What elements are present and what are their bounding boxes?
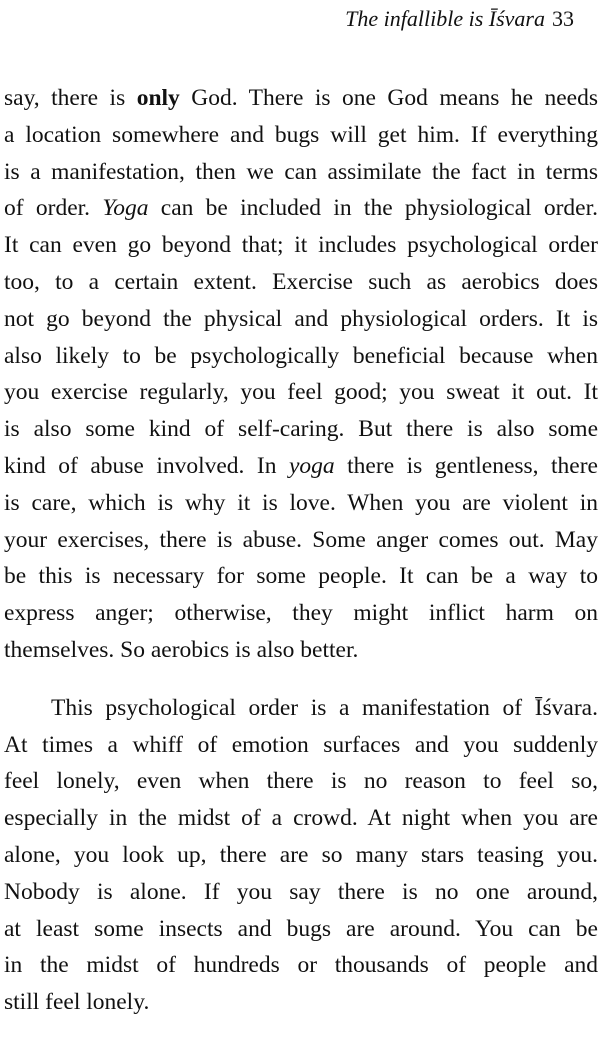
text-line <box>4 411 598 448</box>
text-segment: feel lonely, even when there is no reason to feel so, <box>4 768 598 795</box>
text-segment: be this is necessary for some people. It can be a way to <box>4 563 598 590</box>
text-segment: at least some insects and bugs are around. You can be <box>4 915 598 942</box>
text-segment: alone, you look up, there are so many stars teasing you. <box>4 841 598 868</box>
text-line <box>4 374 598 411</box>
running-title: The infallible is Īśvara <box>345 6 545 31</box>
text-segment: you exercise regularly, you feel good; you sweat it out. It <box>4 379 598 406</box>
text-line <box>4 558 598 595</box>
text-line <box>4 264 598 301</box>
text-line <box>4 874 598 911</box>
italic-text: Yoga <box>102 195 149 222</box>
text-segment: can be included in the physiological order. <box>148 195 598 222</box>
running-header <box>345 4 574 34</box>
text-line <box>4 338 598 375</box>
text-segment: also likely to be psychologically beneficial because when <box>4 342 598 369</box>
text-segment: of order. <box>4 195 103 222</box>
text-line <box>4 190 598 227</box>
page-number: 33 <box>552 6 574 31</box>
text-line <box>4 80 598 117</box>
text-line <box>4 117 598 154</box>
text-segment: At times a whiff of emotion surfaces and you suddenly <box>4 731 598 758</box>
text-segment: not go beyond the physical and physiological orders. It is <box>4 305 598 332</box>
text-line <box>4 984 598 1021</box>
text-segment: especially in the midst of a crowd. At night when you are <box>4 805 598 832</box>
text-line <box>4 763 598 800</box>
italic-text: yoga <box>288 452 335 479</box>
body-text <box>4 80 598 1021</box>
text-segment: God. There is one God means he needs <box>179 85 598 111</box>
text-line <box>4 154 598 191</box>
bold-text: only <box>136 85 180 111</box>
paragraph <box>4 690 598 1021</box>
text-segment: still feel lonely. <box>4 989 150 1016</box>
text-line <box>4 595 598 632</box>
text-segment: too, to a certain extent. Exercise such as aerobics does <box>4 268 598 295</box>
text-segment: is a manifestation, then we can assimilate the fact in terms <box>4 158 598 185</box>
text-segment: a location somewhere and bugs will get him. If everything <box>4 121 598 148</box>
text-line <box>4 837 598 874</box>
text-segment: there is gentleness, there <box>334 452 598 479</box>
text-segment: This psychological order is a manifestation of Īśvara. <box>51 694 598 721</box>
text-line <box>4 522 598 559</box>
text-line <box>4 485 598 522</box>
text-segment: kind of abuse involved. In <box>4 452 289 479</box>
text-segment: in the midst of hundreds or thousands of people and <box>4 952 598 979</box>
text-line <box>4 632 598 669</box>
text-line <box>4 800 598 837</box>
text-segment: say, there is <box>4 85 137 111</box>
paragraph <box>4 80 598 669</box>
text-line <box>4 227 598 264</box>
text-segment: express anger; otherwise, they might inflict harm on <box>4 600 598 627</box>
text-line <box>4 911 598 948</box>
text-segment: is care, which is why it is love. When you are violent in <box>4 489 598 516</box>
text-segment: your exercises, there is abuse. Some anger comes out. May <box>4 526 598 553</box>
text-line <box>4 301 598 338</box>
text-line <box>4 947 598 984</box>
text-segment: Nobody is alone. If you say there is no one around, <box>4 878 598 905</box>
text-segment: themselves. So aerobics is also better. <box>4 636 359 663</box>
text-segment: It can even go beyond that; it includes psychological order <box>4 232 598 259</box>
text-line <box>4 690 598 727</box>
text-line <box>4 727 598 764</box>
text-line <box>4 448 598 485</box>
text-segment: is also some kind of self-caring. But there is also some <box>4 416 598 443</box>
